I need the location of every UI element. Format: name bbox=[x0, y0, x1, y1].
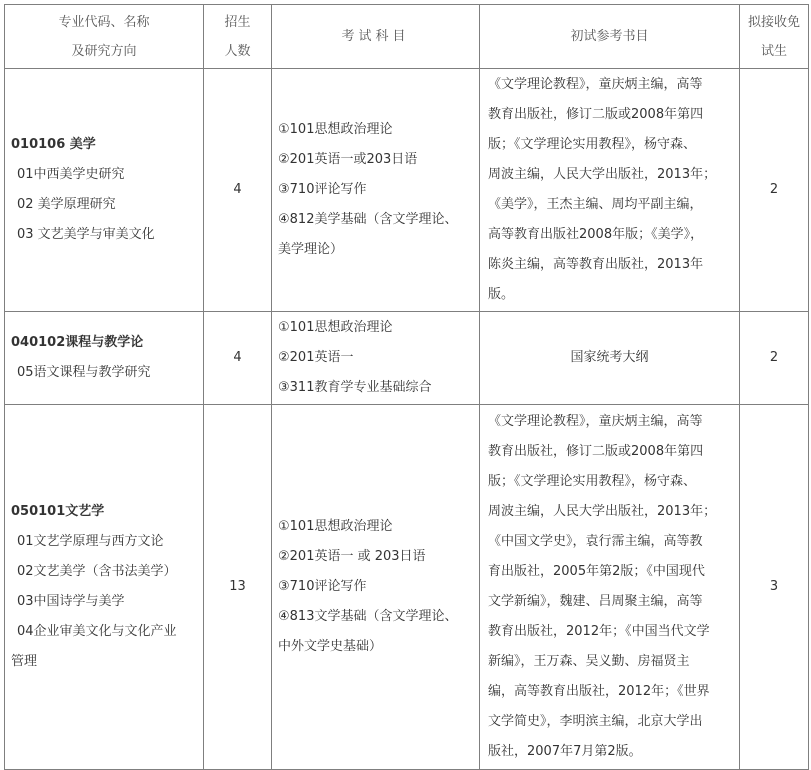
exam-subjects bbox=[272, 405, 480, 770]
enrollment-count: 13 bbox=[204, 405, 272, 770]
exam-subject: ①101思想政治理论 bbox=[278, 519, 393, 534]
reference-books bbox=[480, 69, 740, 312]
reference-book-line: 版。 bbox=[488, 287, 515, 302]
admissions-table bbox=[4, 4, 809, 770]
reference-book-line: 陈炎主编，高等教育出版社，2013年 bbox=[488, 257, 704, 272]
exam-subject: ②201英语一 或 203日语 bbox=[278, 549, 426, 564]
reference-book-line: 《文学理论教程》，童庆炳主编，高等 bbox=[488, 77, 703, 92]
header-row bbox=[5, 5, 809, 69]
exam-subject: 中外文学史基础） bbox=[278, 639, 383, 654]
exam-subject: ②201英语一或203日语 bbox=[278, 152, 418, 167]
exam-subject: ②201英语一 bbox=[278, 350, 354, 365]
research-direction-continuation: 管理 bbox=[11, 654, 38, 669]
reference-book-line: 教育出版社，修订二版或2008年第四 bbox=[488, 444, 704, 459]
research-direction: 01中西美学史研究 bbox=[17, 167, 125, 182]
reference-book-line: 版；《文学理论实用教程》，杨守森、 bbox=[488, 137, 697, 152]
header-enrollment-line: 人数 bbox=[224, 43, 251, 59]
reference-book-line: 文学新编》，魏建、吕周聚主编，高等 bbox=[488, 594, 703, 609]
research-direction: 04企业审美文化与文化产业 bbox=[17, 624, 177, 639]
header-exempt bbox=[740, 5, 809, 69]
reference-book-line: 《中国文学史》，袁行霈主编，高等教 bbox=[488, 534, 703, 549]
exam-subject: ①101思想政治理论 bbox=[278, 320, 393, 335]
reference-book-line: 编，高等教育出版社，2012年；《世界 bbox=[488, 684, 710, 699]
reference-book-line: 版；《文学理论实用教程》，杨守森、 bbox=[488, 474, 697, 489]
research-direction: 02 美学原理研究 bbox=[17, 197, 116, 212]
header-subjects-label: 考试科目 bbox=[341, 29, 410, 44]
header-enrollment-line: 招生 bbox=[224, 14, 251, 30]
reference-book-line: 教育出版社，2012年；《中国当代文学 bbox=[488, 624, 710, 639]
research-direction: 03 文艺美学与审美文化 bbox=[17, 227, 155, 242]
header-subjects bbox=[272, 5, 480, 69]
reference-book-line: 《文学理论教程》，童庆炳主编，高等 bbox=[488, 414, 703, 429]
table-row bbox=[5, 312, 809, 405]
reference-book-line: 文学简史》，李明滨主编，北京大学出 bbox=[488, 714, 703, 729]
reference-book-line: 版社，2007年7月第2版。 bbox=[488, 744, 642, 759]
header-major-line: 及研究方向 bbox=[71, 43, 137, 59]
header-exempt-line: 试生 bbox=[760, 43, 787, 59]
reference-books bbox=[480, 312, 740, 405]
major-code: 040102课程与教学论 bbox=[11, 335, 144, 350]
header-exempt-line: 拟接收免 bbox=[747, 14, 800, 30]
header-major bbox=[5, 5, 204, 69]
reference-books bbox=[480, 405, 740, 770]
research-direction: 01文艺学原理与西方文论 bbox=[17, 534, 164, 549]
header-enrollment bbox=[204, 5, 272, 69]
table-row bbox=[5, 69, 809, 312]
exam-subjects bbox=[272, 69, 480, 312]
major-code: 010106 美学 bbox=[11, 137, 96, 152]
major-cell bbox=[5, 69, 204, 312]
exam-subject: ③710评论写作 bbox=[278, 579, 367, 594]
enrollment-count: 4 bbox=[204, 312, 272, 405]
exempt-count: 2 bbox=[740, 69, 809, 312]
exam-subject: ①101思想政治理论 bbox=[278, 122, 393, 137]
header-books bbox=[480, 5, 740, 69]
exempt-count: 2 bbox=[740, 312, 809, 405]
reference-book-line: 高等教育出版社2008年版；《美学》， bbox=[488, 227, 704, 242]
research-direction: 03中国诗学与美学 bbox=[17, 594, 125, 609]
major-cell bbox=[5, 405, 204, 770]
exam-subject: ④813文学基础（含文学理论、 bbox=[278, 609, 458, 624]
reference-book-line: 育出版社，2005年第2版；《中国现代 bbox=[488, 564, 705, 579]
enrollment-count: 4 bbox=[204, 69, 272, 312]
research-direction: 05语文课程与教学研究 bbox=[17, 365, 151, 380]
major-code: 050101文艺学 bbox=[11, 504, 105, 519]
reference-book-line: 新编》，王万森、吴义勤、房福贤主 bbox=[488, 654, 690, 669]
reference-book-line: 周波主编，人民大学出版社，2013年； bbox=[488, 167, 717, 182]
exempt-count: 3 bbox=[740, 405, 809, 770]
reference-book-line: 周波主编，人民大学出版社，2013年； bbox=[488, 504, 717, 519]
exam-subject: 美学理论） bbox=[278, 242, 344, 257]
major-cell bbox=[5, 312, 204, 405]
exam-subject: ③710评论写作 bbox=[278, 182, 367, 197]
research-direction: 02文艺美学（含书法美学） bbox=[17, 564, 177, 579]
header-books-label: 初试参考书目 bbox=[570, 29, 649, 44]
reference-book-line: 《美学》，王杰主编、周均平副主编， bbox=[488, 197, 703, 212]
table-row bbox=[5, 405, 809, 770]
exam-subject: ④812美学基础（含文学理论、 bbox=[278, 212, 458, 227]
reference-book-line: 教育出版社，修订二版或2008年第四 bbox=[488, 107, 704, 122]
header-major-line: 专业代码、名称 bbox=[58, 14, 150, 30]
exam-subjects bbox=[272, 312, 480, 405]
exam-subject: ③311教育学专业基础综合 bbox=[278, 380, 432, 395]
reference-book-line: 国家统考大纲 bbox=[570, 350, 649, 365]
